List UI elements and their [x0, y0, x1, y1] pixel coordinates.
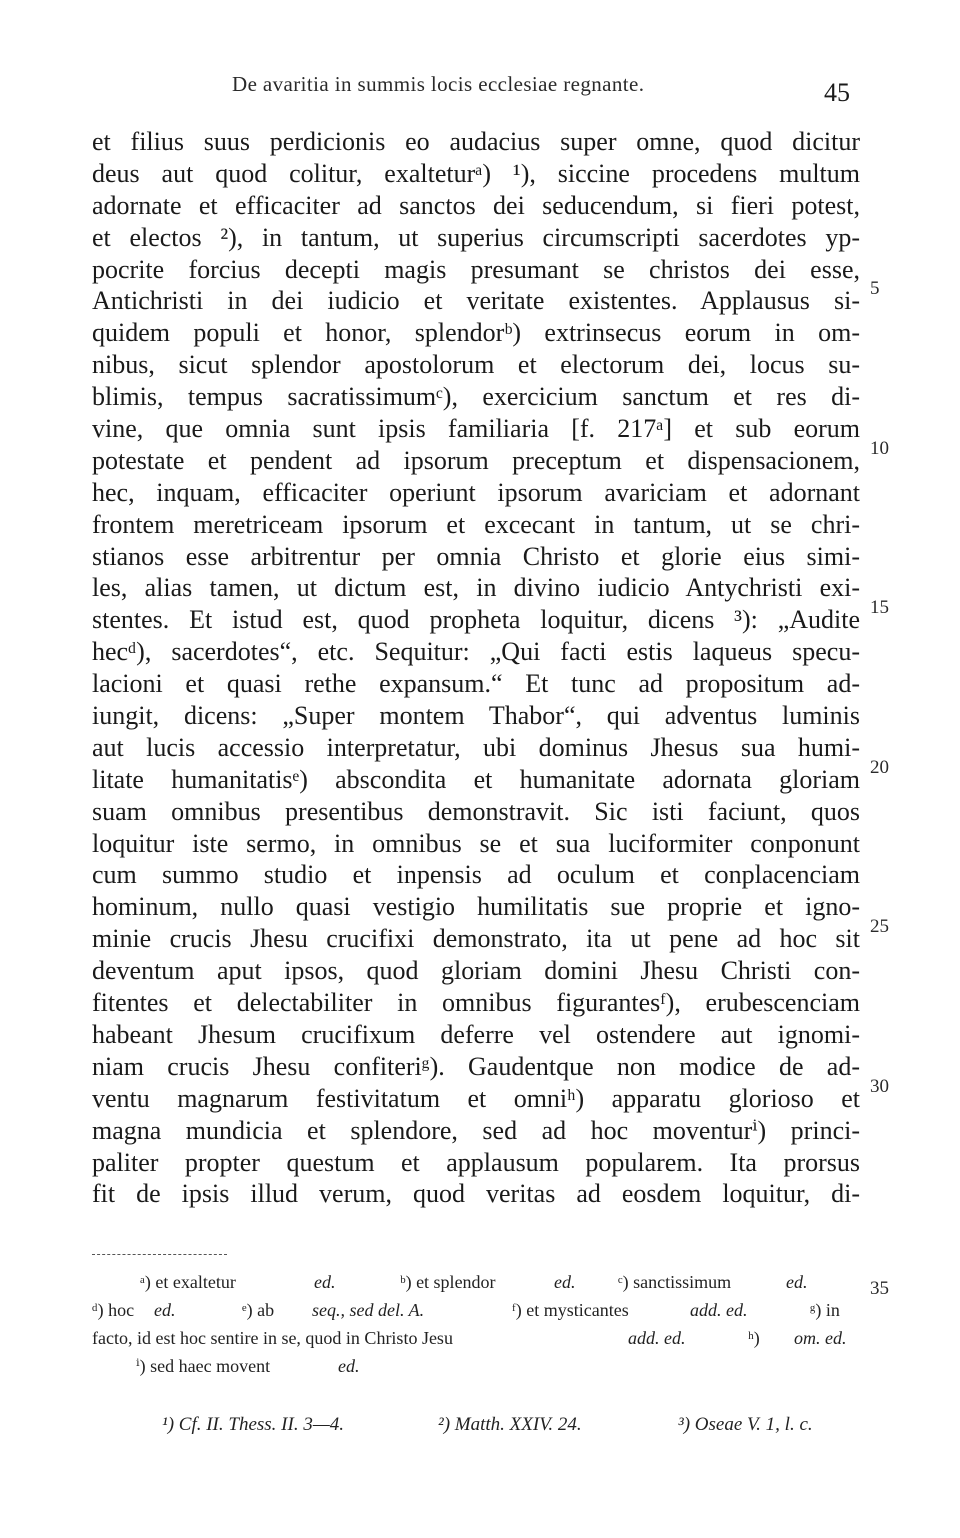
text-line: minie crucis Jhesu crucifixi demonstrato, ita ut pene ad hoc sit	[92, 924, 860, 954]
text-line: paliter propter questum et applausum popularem. Ita prorsus	[92, 1147, 860, 1177]
footnote-g-cont: facto, id est hoc sentire in se, quod in Christo Jesu	[92, 1328, 453, 1348]
text-line: litate humanitatisᵉ) abscondita et humanitate adornata gloriam	[92, 764, 860, 794]
footnote-line	[92, 1296, 888, 1324]
footnote-line	[92, 1352, 888, 1380]
text-line: fit de ipsis illud verum, quod veritas ad eosdem loquitur, di-	[92, 1179, 860, 1209]
footnote-i: ⁱ) sed haec movent	[136, 1356, 271, 1376]
text-line: suam omnibus presentibus demonstravit. Sic isti faciunt, quos	[92, 796, 860, 826]
line-number: 10	[870, 438, 889, 459]
footnote-i-source: ed.	[338, 1356, 360, 1376]
text-line: et electos ²), in tantum, ut superius circumscripti sacerdotes yp-	[92, 222, 860, 252]
footnote-b-source: ed.	[554, 1272, 576, 1292]
text-line: magna mundicia et splendore, sed ad hoc moventurⁱ) princi-	[92, 1115, 860, 1145]
footnote-b: ᵇ) et splendor	[400, 1272, 496, 1292]
text-line: potestate et pendent ad ipsorum preceptum et dispensacionem,	[92, 445, 860, 475]
text-line: hominum, nullo quasi vestigio humilitatis sue proprie et igno-	[92, 892, 860, 922]
footnote-a: ᵃ) et exaltetur	[140, 1272, 236, 1292]
footnote-c-source: ed.	[786, 1272, 808, 1292]
text-line: stianos esse arbitrentur per omnia Christo et glorie eius simi-	[92, 541, 860, 571]
text-line: lacioni et quasi rethe expansum.“ Et tunc ad propositum ad-	[92, 669, 860, 699]
footnote-e-note: seq., sed del. A.	[312, 1300, 425, 1320]
text-line: nibus, sicut splendor apostolorum et electorum dei, locus su-	[92, 350, 860, 380]
text-line: les, alias tamen, ut dictum est, in divino iudicio Antychristi exi-	[92, 573, 860, 603]
text-line: et filius suus perdicionis eo audacius super omne, quod dicitur	[92, 127, 860, 156]
text-line: deventum aput ipsos, quod gloriam domini Jhesu Christi con-	[92, 956, 860, 986]
line-number: 25	[870, 916, 889, 937]
text-line: deus aut quod colitur, exalteturᵃ) ¹), siccine procedens multum	[92, 158, 860, 188]
text-line: habeant Jhesum crucifixum deferre vel ostendere aut ignomi-	[92, 1019, 860, 1049]
text-line: stentes. Et istud est, quod propheta loquitur, dicens ³): „Audite	[92, 605, 860, 635]
text-line: iungit, dicens: „Super montem Thabor“, qui adventus luminis	[92, 701, 860, 731]
footnote-h-source: om. ed.	[794, 1328, 847, 1348]
text-line: loquitur iste sermo, in omnibus se et sua luciformiter conponunt	[92, 828, 860, 858]
source-ref: ³) Oseae V. 1, l. c.	[678, 1414, 813, 1435]
critical-apparatus	[92, 1268, 888, 1380]
text-line: blimis, tempus sacratissimumᶜ), exercicium sanctum et res di-	[92, 382, 860, 412]
text-line: hecᵈ), sacerdotes“, etc. Sequitur: „Qui facti estis laqueus specu-	[92, 637, 860, 667]
text-line: fitentes et delectabiliter in omnibus figurantesᶠ), erubescenciam	[92, 988, 860, 1018]
text-line: cum summo studio et inpensis ad oculum et conplacenciam	[92, 860, 860, 890]
footnote-a-source: ed.	[314, 1272, 336, 1292]
footnote-separator	[92, 1254, 227, 1255]
text-line: vine, que omnia sunt ipsis familiaria [f. 217ᵃ] et sub eorum	[92, 414, 860, 444]
footnote-e: ᵉ) ab	[242, 1300, 275, 1320]
line-number: 20	[870, 757, 889, 778]
main-text	[92, 126, 860, 1210]
text-line: adornate et efficaciter ad sanctos dei seducendum, si fieri potest,	[92, 190, 860, 220]
footnote-line	[92, 1268, 888, 1296]
footnote-g-source: add. ed.	[628, 1328, 686, 1348]
text-line: quidem populi et honor, splendorᵇ) extrinsecus eorum in om-	[92, 318, 860, 348]
footnote-d-source: ed.	[154, 1300, 176, 1320]
footnote-c: ᶜ) sanctissimum	[618, 1272, 732, 1292]
text-line: aut lucis accessio interpretatur, ubi dominus Jhesus sua humi-	[92, 732, 860, 762]
running-header	[0, 72, 960, 112]
text-line: frontem meretriceam ipsorum et excecant in tantum, ut se chri-	[92, 509, 860, 539]
text-line: Antichristi in dei iudicio et veritate existentes. Applausus si-	[92, 286, 860, 316]
line-number: 5	[870, 278, 880, 299]
line-number: 15	[870, 597, 889, 618]
source-ref: ²) Matth. XXIV. 24.	[438, 1414, 582, 1435]
text-line: hec, inquam, efficaciter operiunt ipsorum avariciam et adornant	[92, 477, 860, 507]
footnote-f-source: add. ed.	[690, 1300, 748, 1320]
footnote-f: ᶠ) et mysticantes	[512, 1300, 629, 1320]
footnote-line	[92, 1324, 888, 1352]
line-number: 35	[870, 1278, 889, 1299]
text-line: pocrite forcius decepti magis presumant se christos dei esse,	[92, 254, 860, 284]
footnote-h: ʰ)	[748, 1328, 760, 1348]
page-number: 45	[824, 78, 850, 107]
line-number: 30	[870, 1076, 889, 1097]
source-ref: ¹) Cf. II. Thess. II. 3—4.	[162, 1414, 344, 1435]
source-references	[92, 1414, 872, 1444]
text-line: niam crucis Jhesu confiteriᵍ). Gaudentque non modice de ad-	[92, 1051, 860, 1081]
footnote-d: ᵈ) hoc	[92, 1300, 135, 1320]
text-line: ventu magnarum festivitatum et omniʰ) apparatu glorioso et	[92, 1083, 860, 1113]
footnote-g: ᵍ) in	[810, 1300, 840, 1320]
running-title: De avaritia in summis locis ecclesiae regnante.	[232, 72, 645, 96]
